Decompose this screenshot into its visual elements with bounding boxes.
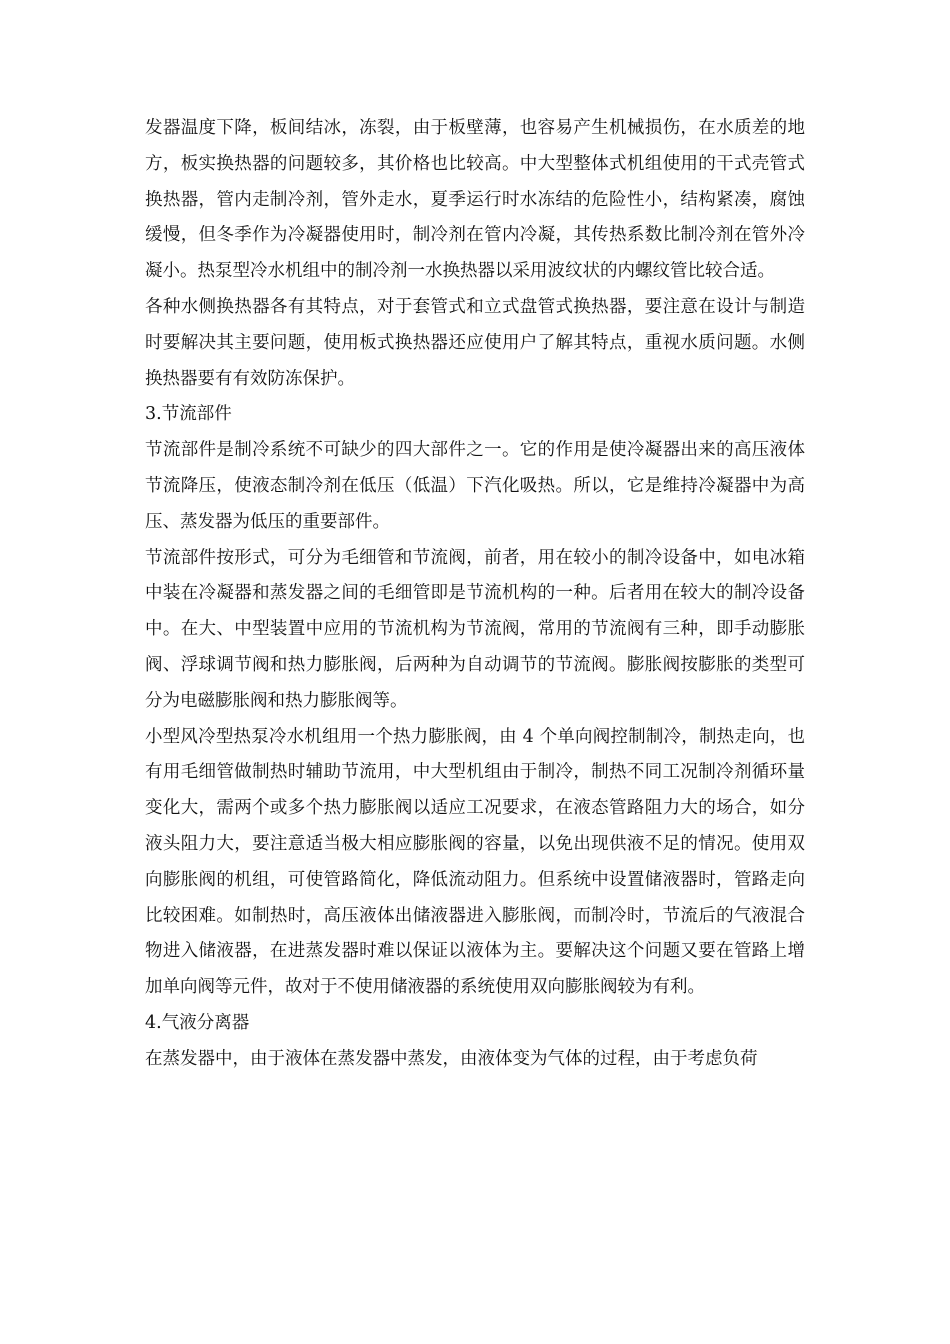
paragraph-expansion-valve-usage: 小型风冷型热泵冷水机组用一个热力膨胀阀，由 4 个单向阀控制制冷，制热走向，也有用毛细管做制热时辅助节流用，中大型机组由于制冷，制热不同工况制冷剂循环量变化大，需两个或多个热力膨胀阀以适应工况要求，在液态管路阻力大的场合，如分液头阻力大，要注意适当极大相应膨胀阀的容量，以免出现供液不足的情况。使用双向膨胀阀的机组，可使管路简化，降低流动阻力。但系统中设置储液器时，管路走向比较困难。如制热时，高压液体出储液器进入膨胀阀，而制冷时，节流后的气液混合物进入储液器，在进蒸发器时难以保证以液体为主。要解决这个问题又要在管路上增加单向阀等元件，故对于不使用储液器的系统使用双向膨胀阀较为有利。 xyxy=(145,726,805,998)
section-heading-gas-liquid-separator: 4.气液分离器 xyxy=(145,1012,250,1033)
paragraph-evaporator-intro: 在蒸发器中，由于液体在蒸发器中蒸发，由液体变为气体的过程，由于考虑负荷 xyxy=(145,1048,758,1069)
document-body xyxy=(145,111,805,1078)
paragraph-plate-heat-exchanger: 发器温度下降，板间结冰，冻裂，由于板壁薄，也容易产生机械损伤，在水质差的地方，板实换热器的问题较多，其价格也比较高。中大型整体式机组使用的干式壳管式换热器，管内走制冷剂，管外走水，夏季运行时水冻结的危险性小，结构紧凑，腐蚀缓慢，但冬季作为冷凝器使用时，制冷剂在管内冷凝，其传热系数比制冷剂在管外冷凝小。热泵型冷水机组中的制冷剂一水换热器以采用波纹状的内螺纹管比较合适。 xyxy=(145,118,805,282)
paragraph-water-side-heat-exchangers: 各种水侧换热器各有其特点，对于套管式和立式盘管式换热器，要注意在设计与制造时要解决其主要问题，使用板式换热器还应使用户了解其特点，重视水质问题。水侧换热器要有有效防冻保护。 xyxy=(145,296,805,389)
section-heading-throttling-components: 3.节流部件 xyxy=(145,404,232,425)
paragraph-throttling-types: 节流部件按形式，可分为毛细管和节流阀，前者，用在较小的制冷设备中，如电冰箱中装在冷凝器和蒸发器之间的毛细管即是节流机构的一种。后者用在较大的制冷设备中。在大、中型装置中应用的节流机构为节流阀，常用的节流阀有三种，即手动膨胀阀、浮球调节阀和热力膨胀阀，后两种为自动调节的节流阀。膨胀阀按膨胀的类型可分为电磁膨胀阀和热力膨胀阀等。 xyxy=(145,547,805,711)
paragraph-throttling-purpose: 节流部件是制冷系统不可缺少的四大部件之一。它的作用是使冷凝器出来的高压液体节流降压，使液态制冷剂在低压（低温）下汽化吸热。所以，它是维持冷凝器中为高压、蒸发器为低压的重要部件。 xyxy=(145,440,805,532)
